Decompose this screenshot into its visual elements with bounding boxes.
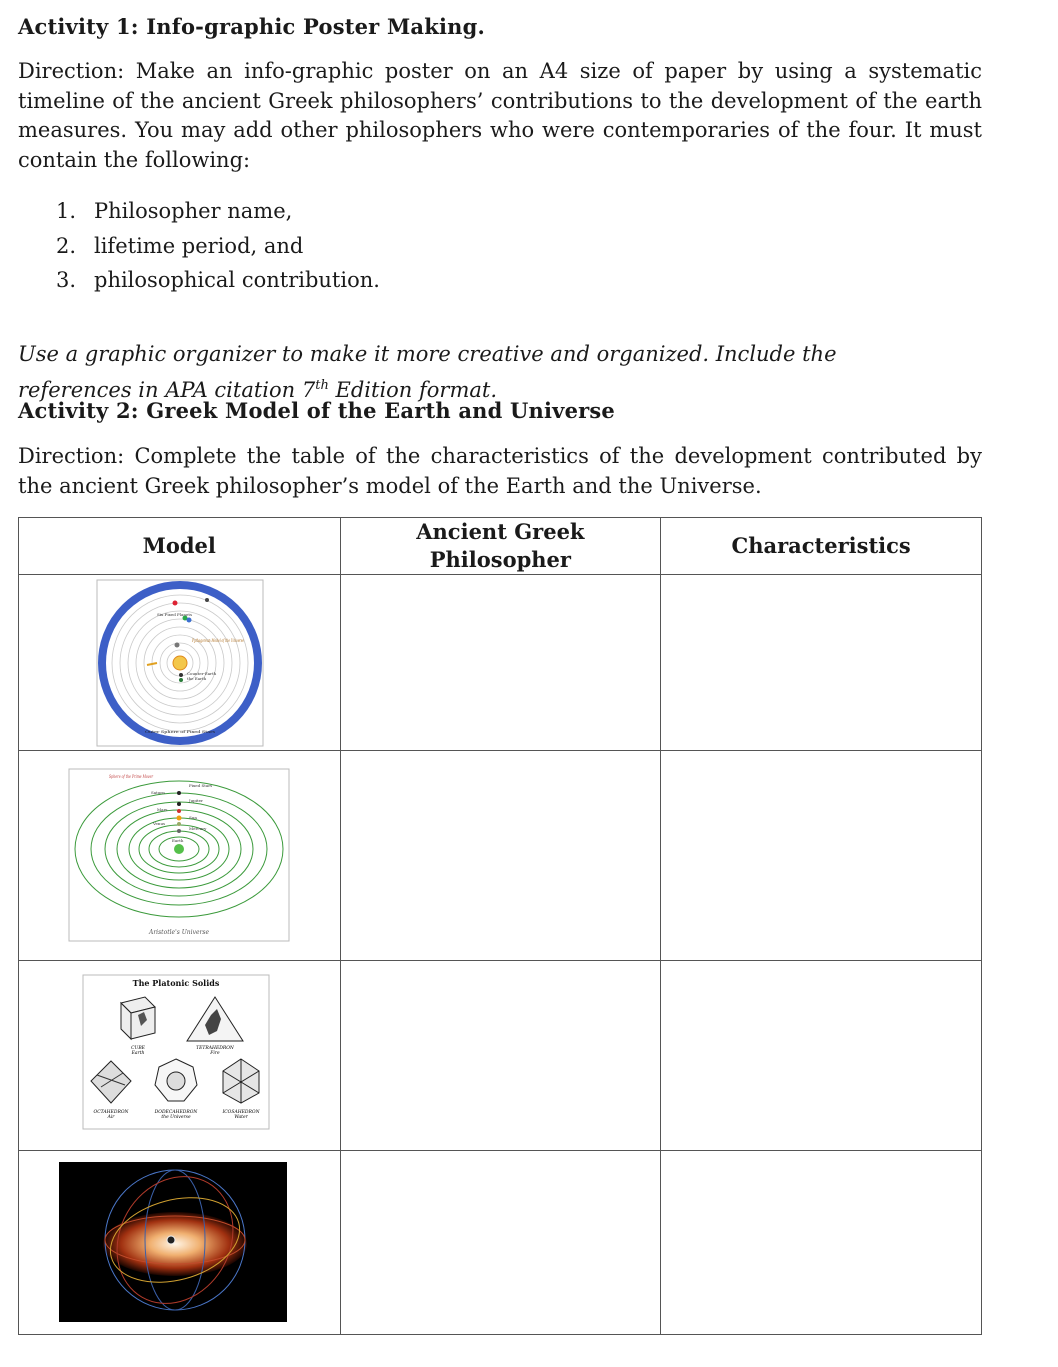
model-label: Venus	[153, 821, 166, 826]
requirements-list	[56, 194, 380, 298]
list-item: 3. philosophical contribution.	[56, 268, 380, 292]
table-header-row	[19, 518, 982, 575]
model-label: OCTAHEDRON	[93, 1110, 129, 1115]
philosopher-cell[interactable]	[340, 961, 661, 1151]
model-label: Saturn	[151, 790, 165, 795]
model-image-cell	[19, 751, 341, 961]
philosopher-cell[interactable]	[340, 1151, 661, 1335]
philosopher-cell[interactable]	[340, 575, 661, 751]
pythagorean-model-image	[97, 580, 263, 746]
model-label: Counter-Earth	[187, 671, 217, 676]
model-label: Sphere of the Prime Mover	[109, 774, 154, 780]
model-label: Air	[107, 1115, 115, 1120]
activity2-direction: Direction: Complete the table of the characteristics of the development contributed by the ancient Greek philosopher’s model of the Earth and the Universe.	[18, 444, 982, 498]
model-label: the Universe	[161, 1115, 191, 1120]
model-label: Earth	[131, 1051, 145, 1056]
model-label: Six Fixed Planets	[157, 612, 193, 617]
model-image-cell	[19, 575, 341, 751]
model-image-cell	[19, 961, 341, 1151]
models-table	[18, 517, 982, 1335]
model-caption: The Platonic Solids	[132, 978, 220, 988]
model-caption: Aristotle's Universe	[148, 929, 210, 936]
table-row	[19, 1151, 982, 1335]
model-image-cell	[19, 1151, 341, 1335]
activity1-note: Use a graphic organizer to make it more creative and organized. Include the references in APA citation 7th Edition format.	[18, 342, 837, 402]
characteristics-cell[interactable]	[661, 575, 982, 751]
activity1-direction: Direction: Make an info-graphic poster on an A4 size of paper by using a systematic timeline of the ancient Greek philosophers’ contributions to the development of the earth measures. You may add other philosophers who were contemporaries of the four. It must contain the following:	[18, 59, 982, 172]
aristotle-model-image	[69, 769, 289, 941]
model-label: Earth	[172, 838, 184, 843]
model-label: TETRAHEDRON	[196, 1046, 234, 1051]
model-label: ICOSAHEDRON	[222, 1110, 260, 1115]
header-model: Model	[19, 518, 341, 575]
model-label: Pythagorean Model of the Universe	[191, 638, 245, 644]
model-label: Jupiter	[189, 798, 203, 803]
model-label: the Earth	[187, 676, 207, 681]
list-item: 1. Philosopher name,	[56, 199, 293, 223]
characteristics-cell[interactable]	[661, 961, 982, 1151]
table-row	[19, 961, 982, 1151]
celestial-sphere-image	[59, 1162, 287, 1322]
model-label: Mercury	[189, 826, 207, 831]
platonic-solids-image	[83, 975, 269, 1129]
model-label: CUBE	[131, 1046, 145, 1051]
philosopher-cell[interactable]	[340, 751, 661, 961]
model-label: Sun	[189, 815, 197, 820]
model-label: Fixed Stars	[189, 783, 213, 788]
characteristics-cell[interactable]	[661, 751, 982, 961]
model-label: Mars	[157, 807, 168, 812]
activity1-title: Activity 1: Info-graphic Poster Making.	[18, 14, 485, 39]
header-characteristics: Characteristics	[661, 518, 982, 575]
header-philosopher: Ancient Greek Philosopher	[340, 518, 661, 575]
list-item: 2. lifetime period, and	[56, 233, 304, 258]
activity2-title: Activity 2: Greek Model of the Earth and Universe	[18, 398, 615, 423]
model-label: Outer Sphere of Fixed Stars	[145, 729, 215, 734]
model-label: DODECAHEDRON	[154, 1110, 198, 1115]
model-label: Fire	[210, 1051, 220, 1056]
model-label: Water	[234, 1115, 248, 1120]
characteristics-cell[interactable]	[661, 1151, 982, 1335]
table-row	[19, 575, 982, 751]
table-row	[19, 751, 982, 961]
